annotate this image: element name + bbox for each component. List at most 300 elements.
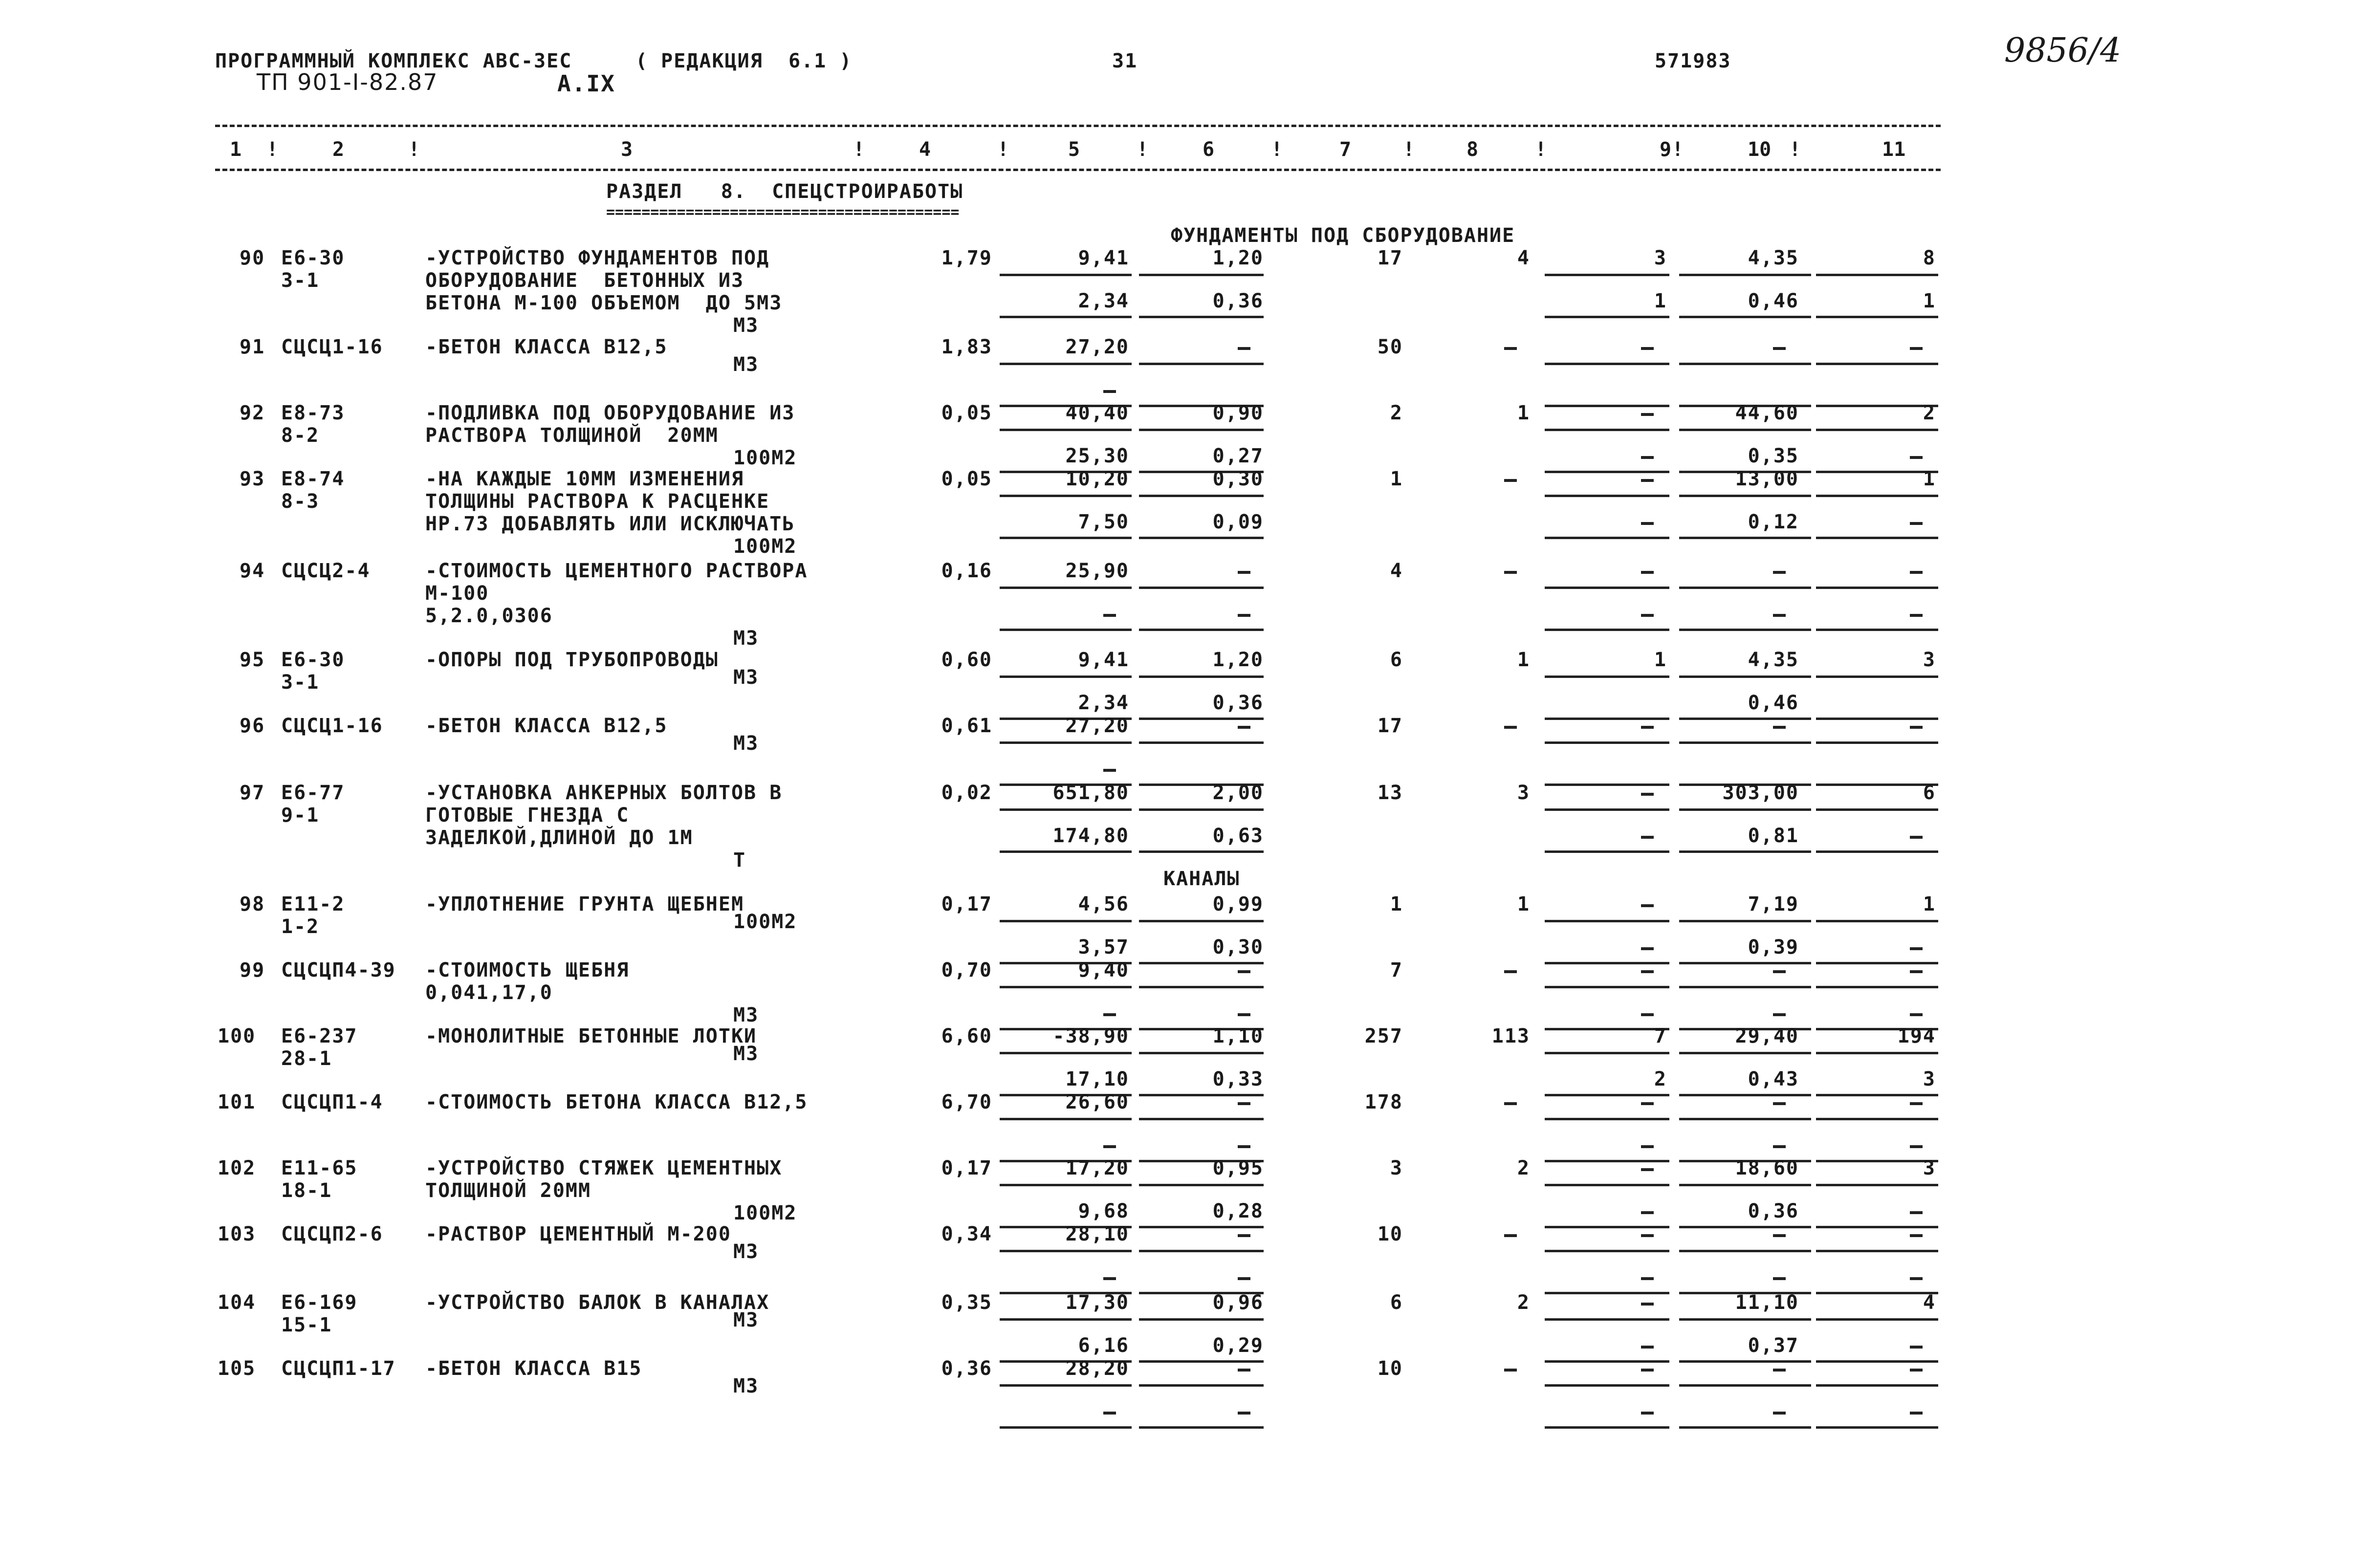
cell-underline <box>1816 274 1938 276</box>
rate-code: Е6-30 <box>281 649 345 671</box>
rate-code-sub: 9-1 <box>281 804 320 827</box>
labour-value: 1 <box>1390 468 1403 490</box>
cell-underline <box>1679 537 1811 539</box>
value-c6-wage: 0,09 <box>1212 511 1264 533</box>
cell-underline <box>1139 808 1264 811</box>
column-number-9: 9 <box>1660 138 1672 161</box>
value-c9-dash <box>1641 1102 1654 1105</box>
value-c5-wage: 17,10 <box>1065 1068 1129 1090</box>
value-c11-wage-dash <box>1910 456 1923 459</box>
work-description: -РАСТВОР ЦЕМЕНТНЫЙ М-200 <box>425 1223 731 1245</box>
unit-label: 100М2 <box>733 447 797 469</box>
cell-underline <box>1545 1094 1669 1096</box>
value-c5: 9,40 <box>1078 959 1129 981</box>
cell-underline <box>1679 1184 1811 1186</box>
cell-underline <box>1679 587 1811 589</box>
page-number: 31 <box>1112 50 1138 72</box>
machine-value-dash <box>1504 1234 1517 1237</box>
unit-label: М3 <box>733 1241 759 1263</box>
quantity: 1,83 <box>941 336 992 358</box>
value-c11: 3 <box>1923 649 1936 671</box>
value-c5: 9,41 <box>1078 649 1129 671</box>
value-c11-wage-dash <box>1910 947 1923 950</box>
machine-value-dash <box>1504 1102 1517 1105</box>
row-number: 105 <box>218 1357 256 1380</box>
work-description: ТОЛЩИНОЙ 20ММ <box>425 1179 591 1202</box>
row-number: 101 <box>218 1091 256 1113</box>
unit-label: М3 <box>733 666 759 689</box>
cell-underline <box>1816 537 1938 539</box>
machine-value: 2 <box>1517 1291 1530 1314</box>
value-c10: 303,00 <box>1722 782 1799 804</box>
cell-underline <box>1816 920 1938 922</box>
value-c10-dash <box>1773 726 1786 729</box>
value-c6: 2,00 <box>1212 782 1264 804</box>
value-c6-wage-dash <box>1238 1277 1250 1280</box>
cell-underline <box>1679 1384 1811 1387</box>
value-c5-wage: 174,80 <box>1052 825 1129 847</box>
value-c5-wage: 2,34 <box>1078 692 1129 714</box>
value-c9-dash <box>1641 571 1654 574</box>
value-c5: -38,90 <box>1052 1025 1129 1047</box>
value-c9-dash <box>1641 726 1654 729</box>
rate-code: СЦСЦ2-4 <box>281 560 371 582</box>
value-c11: 194 <box>1897 1025 1936 1047</box>
cell-underline <box>1000 363 1132 365</box>
cell-underline <box>1816 1384 1938 1387</box>
quantity: 0,05 <box>941 468 992 490</box>
labour-value: 1 <box>1390 893 1403 915</box>
labour-value: 10 <box>1377 1357 1403 1380</box>
machine-value-dash <box>1504 726 1517 729</box>
cell-underline <box>1139 1318 1264 1321</box>
cell-underline <box>1000 629 1132 631</box>
value-c11: 4 <box>1923 1291 1936 1314</box>
value-c5-wage-dash <box>1103 614 1116 617</box>
work-description: 0,041,17,0 <box>425 981 553 1004</box>
value-c6: 0,95 <box>1212 1157 1264 1179</box>
value-c5-wage: 9,68 <box>1078 1200 1129 1222</box>
value-c9: 3 <box>1654 247 1667 269</box>
machine-value-dash <box>1504 479 1517 482</box>
cell-underline <box>1816 629 1938 631</box>
unit-label: 100М2 <box>733 911 797 933</box>
value-c10-dash <box>1773 970 1786 973</box>
row-number: 100 <box>218 1025 256 1047</box>
work-description: -УСТРОЙСТВО БАЛОК В КАНАЛАХ <box>425 1291 770 1314</box>
cell-underline <box>1679 316 1811 318</box>
value-c11-wage-dash <box>1910 522 1923 525</box>
work-description: -СТОИМОСТЬ ЦЕМЕНТНОГО РАСТВОРА <box>425 560 808 582</box>
cell-underline <box>1679 629 1811 631</box>
cell-underline <box>1000 1426 1132 1429</box>
cell-underline <box>1679 741 1811 744</box>
value-c10-wage: 0,36 <box>1748 1200 1799 1222</box>
column-number-3: 3 <box>621 138 633 161</box>
value-c11: 2 <box>1923 402 1936 424</box>
value-c10: 44,60 <box>1735 402 1799 424</box>
value-c9-dash <box>1641 1234 1654 1237</box>
cell-underline <box>1139 1384 1264 1387</box>
value-c5-wage-dash <box>1103 1412 1116 1415</box>
value-c10-wage: 0,35 <box>1748 445 1799 467</box>
value-c5-wage-dash <box>1103 1013 1116 1016</box>
value-c11-dash <box>1910 1102 1923 1105</box>
value-c5-wage-dash <box>1103 390 1116 393</box>
work-description: -УСТРОЙСТВО СТЯЖЕК ЦЕМЕНТНЫХ <box>425 1157 783 1179</box>
rate-code: СЦСЦП4-39 <box>281 959 396 981</box>
labour-value: 4 <box>1390 560 1403 582</box>
cell-underline <box>1816 363 1938 365</box>
value-c6-dash <box>1238 1369 1250 1372</box>
cell-underline <box>1139 429 1264 431</box>
work-description: -СТОИМОСТЬ БЕТОНА КЛАССА В12,5 <box>425 1091 808 1113</box>
cell-underline <box>1679 920 1811 922</box>
value-c6: 1,20 <box>1212 649 1264 671</box>
value-c10-wage: 0,46 <box>1748 692 1799 714</box>
cell-underline <box>1000 1052 1132 1054</box>
quantity: 0,34 <box>941 1223 992 1245</box>
value-c5-wage: 2,34 <box>1078 290 1129 312</box>
cell-underline <box>1139 495 1264 497</box>
value-c10-wage: 0,81 <box>1748 825 1799 847</box>
value-c6-wage-dash <box>1238 614 1250 617</box>
unit-label: М3 <box>733 353 759 376</box>
column-number-8: 8 <box>1466 138 1479 161</box>
row-number: 93 <box>240 468 265 490</box>
value-c6: 1,20 <box>1212 247 1264 269</box>
value-c11-dash <box>1910 571 1923 574</box>
value-c6-dash <box>1238 970 1250 973</box>
cell-underline <box>1679 808 1811 811</box>
cell-underline <box>1679 718 1811 720</box>
value-c6-wage: 0,27 <box>1212 445 1264 467</box>
cell-underline <box>1545 537 1669 539</box>
cell-underline <box>1000 274 1132 276</box>
work-description: -ПОДЛИВКА ПОД ОБОРУДОВАНИЕ ИЗ <box>425 402 795 424</box>
cell-underline <box>1000 675 1132 678</box>
value-c11-dash <box>1910 726 1923 729</box>
cell-underline <box>1816 587 1938 589</box>
rate-code: СЦСЦ1-16 <box>281 715 383 737</box>
cell-underline <box>1816 1360 1938 1363</box>
cell-underline <box>1545 429 1669 431</box>
value-c10-wage-dash <box>1773 1013 1786 1016</box>
value-c10-wage-dash <box>1773 1277 1786 1280</box>
value-c11-wage-dash <box>1910 1277 1923 1280</box>
work-description: ОБОРУДОВАНИЕ БЕТОННЫХ ИЗ <box>425 269 744 292</box>
cell-underline <box>1545 495 1669 497</box>
column-separator: ! <box>1137 138 1149 161</box>
cell-underline <box>1000 741 1132 744</box>
value-c11: 3 <box>1923 1157 1936 1179</box>
value-c5: 27,20 <box>1065 715 1129 737</box>
quantity: 6,70 <box>941 1091 992 1113</box>
row-number: 90 <box>240 247 265 269</box>
value-c5: 17,20 <box>1065 1157 1129 1179</box>
project-number: ТП 901-I-82.87 <box>257 69 438 95</box>
labour-value: 2 <box>1390 402 1403 424</box>
cell-underline <box>1000 1118 1132 1120</box>
cell-underline <box>1545 1360 1669 1363</box>
rate-code: Е6-77 <box>281 782 345 804</box>
cell-underline <box>1139 1118 1264 1120</box>
value-c9-wage: 2 <box>1654 1068 1667 1090</box>
quantity: 0,70 <box>941 959 992 981</box>
cell-underline <box>1139 850 1264 853</box>
column-separator: ! <box>266 138 279 161</box>
rate-code-sub: 8-3 <box>281 490 320 513</box>
cell-underline <box>1545 808 1669 811</box>
value-c5: 17,30 <box>1065 1291 1129 1314</box>
quantity: 0,17 <box>941 893 992 915</box>
cell-underline <box>1679 274 1811 276</box>
value-c10: 29,40 <box>1735 1025 1799 1047</box>
cell-underline <box>1000 850 1132 853</box>
value-c5: 27,20 <box>1065 336 1129 358</box>
value-c9-dash <box>1641 1369 1654 1372</box>
labour-value: 17 <box>1377 247 1403 269</box>
unit-label: 100М2 <box>733 1202 797 1224</box>
column-number-4: 4 <box>919 138 931 161</box>
cell-underline <box>1816 495 1938 497</box>
value-c10-wage-dash <box>1773 1412 1786 1415</box>
cell-underline <box>1816 850 1938 853</box>
unit-label: 100М2 <box>733 535 797 558</box>
quantity: 6,60 <box>941 1025 992 1047</box>
value-c11-dash <box>1910 1234 1923 1237</box>
value-c10: 4,35 <box>1748 649 1799 671</box>
work-description: -УПЛОТНЕНИЕ ГРУНТА ЩЕБНЕМ <box>425 893 744 915</box>
cell-underline <box>1816 808 1938 811</box>
machine-value-dash <box>1504 1369 1517 1372</box>
value-c5: 40,40 <box>1065 402 1129 424</box>
value-c10-wage: 0,12 <box>1748 511 1799 533</box>
cell-underline <box>1000 495 1132 497</box>
labour-value: 6 <box>1390 1291 1403 1314</box>
value-c6-dash <box>1238 1234 1250 1237</box>
value-c9: 1 <box>1654 649 1667 671</box>
value-c10: 13,00 <box>1735 468 1799 490</box>
value-c6: 0,30 <box>1212 468 1264 490</box>
column-separator: ! <box>1403 138 1415 161</box>
row-number: 92 <box>240 402 265 424</box>
value-c10: 11,10 <box>1735 1291 1799 1314</box>
value-c11-wage-dash <box>1910 836 1923 839</box>
quantity: 0,36 <box>941 1357 992 1380</box>
value-c10-wage: 0,39 <box>1748 936 1799 958</box>
unit-label: М3 <box>733 1375 759 1397</box>
cell-underline <box>1545 274 1669 276</box>
cell-underline <box>1679 495 1811 497</box>
value-c11: 8 <box>1923 247 1936 269</box>
value-c9-wage-dash <box>1641 1412 1654 1415</box>
cell-underline <box>1816 675 1938 678</box>
quantity: 0,16 <box>941 560 992 582</box>
value-c9-wage: 1 <box>1654 290 1667 312</box>
cell-underline <box>1000 986 1132 988</box>
section-underline: ======================================== <box>606 204 960 221</box>
row-number: 102 <box>218 1157 256 1179</box>
cell-underline <box>1816 1318 1938 1321</box>
value-c6-dash <box>1238 726 1250 729</box>
cell-underline <box>1679 1226 1811 1228</box>
value-c6-wage: 0,36 <box>1212 290 1264 312</box>
rate-code-sub: 8-2 <box>281 424 320 447</box>
quantity: 0,17 <box>941 1157 992 1179</box>
labour-value: 10 <box>1377 1223 1403 1245</box>
section-title: РАЗДЕЛ 8. СПЕЦСТРОИРАБОТЫ <box>606 180 963 203</box>
cell-underline <box>1545 1384 1669 1387</box>
work-description: -НА КАЖДЫЕ 10ММ ИЗМЕНЕНИЯ <box>425 468 744 490</box>
value-c11-wage-dash <box>1910 1013 1923 1016</box>
row-number: 94 <box>240 560 265 582</box>
value-c5: 28,10 <box>1065 1223 1129 1245</box>
cell-underline <box>1816 718 1938 720</box>
cell-underline <box>1545 1052 1669 1054</box>
value-c10: 18,60 <box>1735 1157 1799 1179</box>
value-c9-dash <box>1641 970 1654 973</box>
cell-underline <box>1000 1184 1132 1186</box>
cell-underline <box>1545 718 1669 720</box>
cell-underline <box>1545 1118 1669 1120</box>
value-c5-wage: 7,50 <box>1078 511 1129 533</box>
cell-underline <box>1139 920 1264 922</box>
value-c10-wage-dash <box>1773 1145 1786 1148</box>
quantity: 0,35 <box>941 1291 992 1314</box>
rate-code: СЦСЦП1-17 <box>281 1357 396 1380</box>
value-c5: 26,60 <box>1065 1091 1129 1113</box>
subsection-channels: КАНАЛЫ <box>1163 868 1240 890</box>
unit-label: М3 <box>733 1043 759 1065</box>
value-c5: 10,20 <box>1065 468 1129 490</box>
value-c5: 9,41 <box>1078 247 1129 269</box>
work-description: ЗАДЕЛКОЙ,ДЛИНОЙ ДО 1М <box>425 827 693 849</box>
value-c11: 1 <box>1923 468 1936 490</box>
value-c11-wage-dash <box>1910 1346 1923 1349</box>
value-c5-wage: 6,16 <box>1078 1334 1129 1357</box>
cell-underline <box>1139 537 1264 539</box>
work-description: -БЕТОН КЛАССА В12,5 <box>425 715 668 737</box>
value-c6: 0,96 <box>1212 1291 1264 1314</box>
cell-underline <box>1139 1426 1264 1429</box>
work-description: -СТОИМОСТЬ ЩЕБНЯ <box>425 959 630 981</box>
work-description: -ОПОРЫ ПОД ТРУБОПРОВОДЫ <box>425 649 719 671</box>
work-description: -УСТРОЙСТВО ФУНДАМЕНТОВ ПОД <box>425 247 770 269</box>
cell-underline <box>1816 962 1938 964</box>
work-description: -БЕТОН КЛАССА В12,5 <box>425 336 668 358</box>
value-c6-dash <box>1238 571 1250 574</box>
value-c5-wage: 25,30 <box>1065 445 1129 467</box>
value-c5-wage-dash <box>1103 1145 1116 1148</box>
value-c11-wage: 1 <box>1923 290 1936 312</box>
row-number: 95 <box>240 649 265 671</box>
rate-code: Е6-169 <box>281 1291 358 1314</box>
row-number: 96 <box>240 715 265 737</box>
cell-underline <box>1816 316 1938 318</box>
value-c11-dash <box>1910 970 1923 973</box>
work-description: РАСТВОРА ТОЛЩИНОЙ 20ММ <box>425 424 719 447</box>
cell-underline <box>1679 1360 1811 1363</box>
machine-value: 113 <box>1491 1025 1530 1047</box>
cell-underline <box>1000 1250 1132 1252</box>
cell-underline <box>1545 741 1669 744</box>
work-description: -МОНОЛИТНЫЕ БЕТОННЫЕ ЛОТКИ <box>425 1025 757 1047</box>
machine-value: 1 <box>1517 893 1530 915</box>
column-number-11: 11 <box>1882 138 1906 161</box>
labour-value: 13 <box>1377 782 1403 804</box>
machine-value: 4 <box>1517 247 1530 269</box>
cell-underline <box>1679 986 1811 988</box>
rate-code-sub: 18-1 <box>281 1179 332 1202</box>
value-c11-wage-dash <box>1910 1412 1923 1415</box>
cell-underline <box>1679 675 1811 678</box>
cell-underline <box>1545 1226 1669 1228</box>
cell-underline <box>1545 316 1669 318</box>
cell-underline <box>1000 587 1132 589</box>
value-c11-wage: 3 <box>1923 1068 1936 1090</box>
cell-underline <box>1000 537 1132 539</box>
value-c5: 4,56 <box>1078 893 1129 915</box>
value-c6: 0,99 <box>1212 893 1264 915</box>
cell-underline <box>1000 920 1132 922</box>
rate-code-sub: 1-2 <box>281 915 320 938</box>
rate-code-sub: 15-1 <box>281 1314 332 1336</box>
rate-code: СЦСЦП2-6 <box>281 1223 383 1245</box>
work-description: 5,2.0,0306 <box>425 605 553 627</box>
cell-underline <box>1139 1184 1264 1186</box>
value-c6-wage-dash <box>1238 1412 1250 1415</box>
value-c9-wage-dash <box>1641 614 1654 617</box>
value-c10-dash <box>1773 1234 1786 1237</box>
value-c6-dash <box>1238 1102 1250 1105</box>
cell-underline <box>1816 741 1938 744</box>
cell-underline <box>1679 1094 1811 1096</box>
cell-underline <box>1545 920 1669 922</box>
column-separator: ! <box>997 138 1009 161</box>
work-description: ТОЛЩИНЫ РАСТВОРА К РАСЦЕНКЕ <box>425 490 770 513</box>
work-description: ГОТОВЫЕ ГНЕЗДА С <box>425 804 630 827</box>
row-number: 97 <box>240 782 265 804</box>
value-c10-wage: 0,43 <box>1748 1068 1799 1090</box>
value-c6: 0,90 <box>1212 402 1264 424</box>
column-number-1: 1 <box>230 138 242 161</box>
value-c5-wage-dash <box>1103 1277 1116 1280</box>
header-rule-top <box>215 125 1941 127</box>
quantity: 0,05 <box>941 402 992 424</box>
value-c11: 1 <box>1923 893 1936 915</box>
machine-value: 3 <box>1517 782 1530 804</box>
labour-value: 6 <box>1390 649 1403 671</box>
value-c10-wage-dash <box>1773 614 1786 617</box>
row-number: 104 <box>218 1291 256 1314</box>
value-c6-wage: 0,63 <box>1212 825 1264 847</box>
quantity: 0,60 <box>941 649 992 671</box>
value-c6-dash <box>1238 347 1250 350</box>
cell-underline <box>1545 363 1669 365</box>
unit-label: М3 <box>733 1309 759 1331</box>
value-c11-wage-dash <box>1910 614 1923 617</box>
value-c10-wage: 0,46 <box>1748 290 1799 312</box>
value-c11-dash <box>1910 1369 1923 1372</box>
cell-underline <box>1139 629 1264 631</box>
cell-underline <box>1139 274 1264 276</box>
column-separator: ! <box>1789 138 1801 161</box>
cell-underline <box>1816 429 1938 431</box>
work-description: М-100 <box>425 582 489 605</box>
rate-code: СЦСЦП1-4 <box>281 1091 383 1113</box>
value-c11-wage-dash <box>1910 1211 1923 1214</box>
